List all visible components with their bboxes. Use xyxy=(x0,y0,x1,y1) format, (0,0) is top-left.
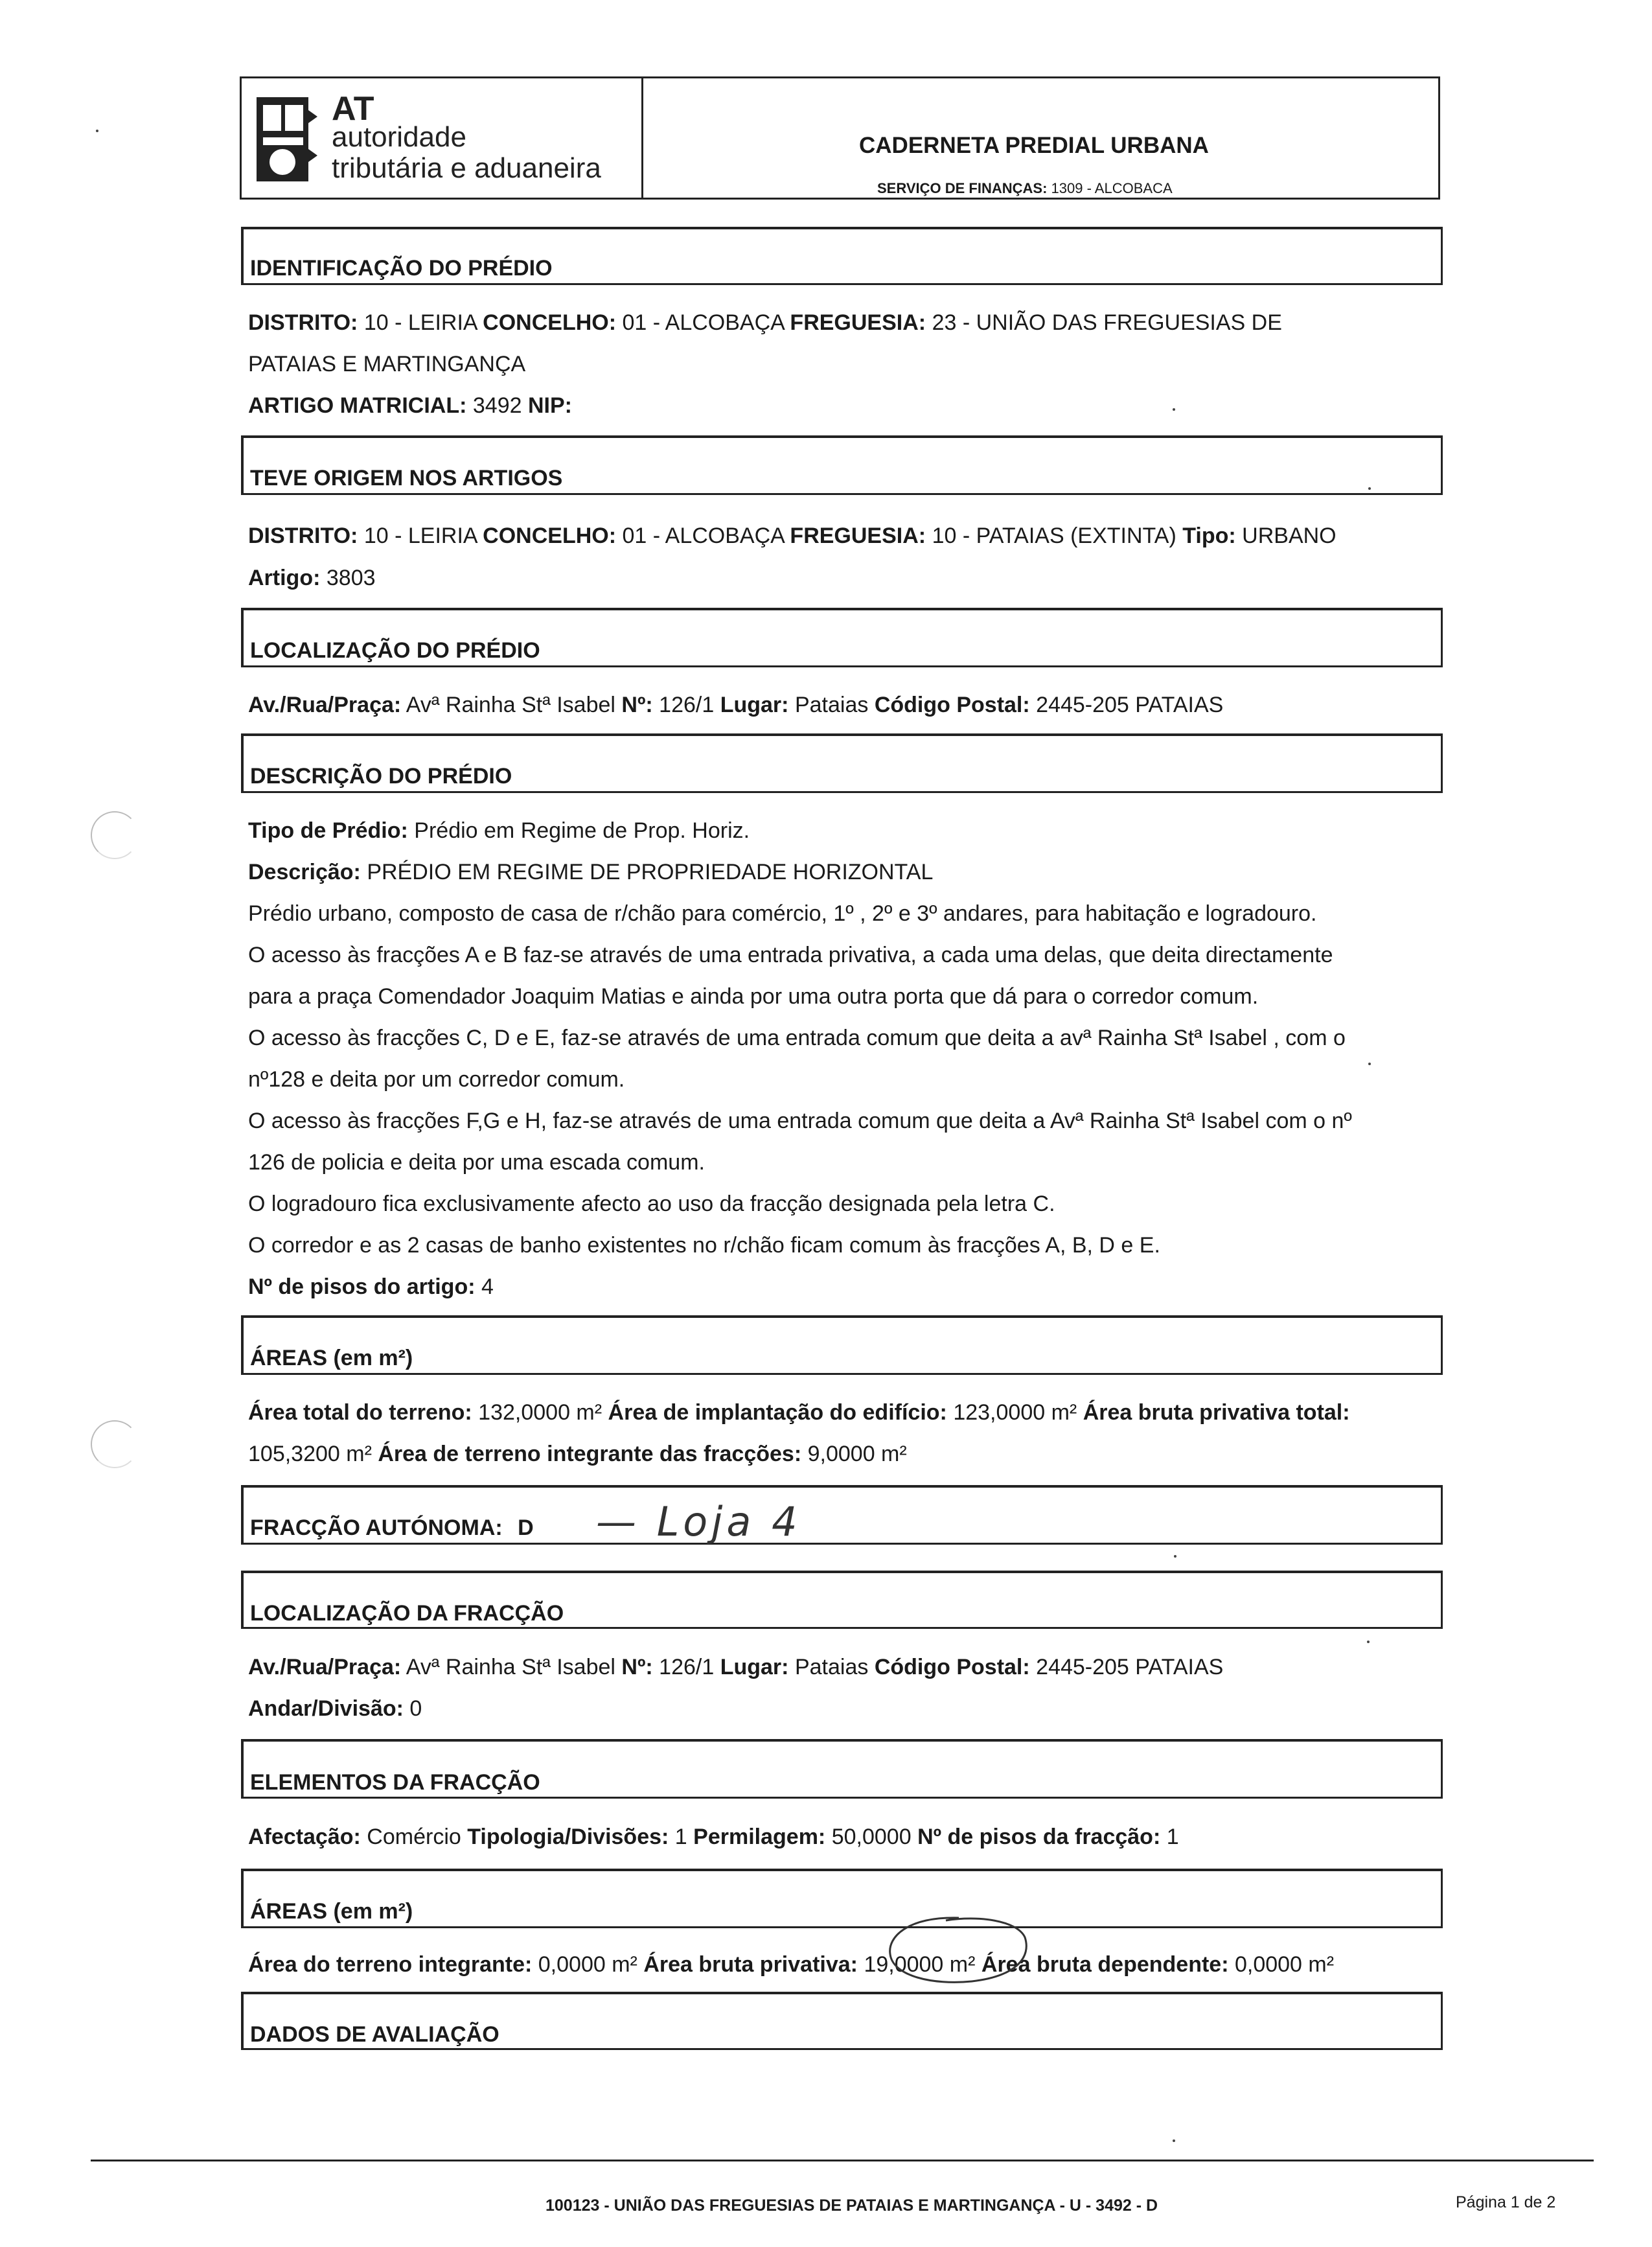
logo-autoridade: autoridade xyxy=(332,121,466,153)
value: 01 - ALCOBAÇA xyxy=(622,524,784,548)
identificacao-line-1 xyxy=(248,310,1282,336)
value: Prédio em Regime de Prop. Horiz. xyxy=(414,818,750,843)
descricao-pisos xyxy=(248,1274,494,1300)
punch-hole xyxy=(91,811,139,859)
section-fraccao xyxy=(241,1485,1443,1545)
label: Área total do terreno: xyxy=(248,1400,472,1425)
page-title: CADERNETA PREDIAL URBANA xyxy=(859,133,1209,158)
value: 10 - PATAIAS (EXTINTA) xyxy=(932,524,1176,548)
descricao-text-line: O corredor e as 2 casas de banho existentes no r/chão ficam comum às fracções A, B, D e E. xyxy=(248,1233,1160,1258)
loc-fraccao-line-1 xyxy=(248,1654,1223,1681)
loc-fraccao-line-2 xyxy=(248,1696,422,1722)
scan-speck xyxy=(1173,2139,1175,2142)
value: 3803 xyxy=(326,566,376,590)
elementos-line-1 xyxy=(248,1824,1179,1850)
descricao-desc xyxy=(248,859,933,886)
value: 01 - ALCOBAÇA xyxy=(622,310,784,335)
scan-speck xyxy=(1368,487,1371,490)
fraccao-heading: FRACÇÃO AUTÓNOMA: xyxy=(250,1515,503,1540)
value: 105,3200 m² xyxy=(248,1442,372,1466)
value: 9,0000 m² xyxy=(807,1442,907,1466)
label: CONCELHO: xyxy=(483,524,617,548)
value: Avª Rainha Stª Isabel xyxy=(406,1655,615,1679)
pen-circle-annotation-icon xyxy=(881,1911,1037,1989)
section-loc-fraccao: LOCALIZAÇÃO DA FRACÇÃO xyxy=(241,1571,1443,1629)
value: 2445-205 PATAIAS xyxy=(1036,1655,1224,1679)
label: Área bruta privativa: xyxy=(643,1952,858,1977)
label: Andar/Divisão: xyxy=(248,1696,404,1721)
label: Nº: xyxy=(621,1655,653,1679)
value: Comércio xyxy=(367,1825,461,1849)
label: Tipo: xyxy=(1182,524,1236,548)
value: 2445-205 PATAIAS xyxy=(1036,693,1224,717)
scan-speck xyxy=(1368,1063,1371,1065)
value: Pataias xyxy=(794,693,869,717)
descricao-text-line: 126 de policia e deita por uma escada comum. xyxy=(248,1150,705,1175)
scan-speck xyxy=(1174,1555,1176,1558)
service-value: 1309 - ALCOBACA xyxy=(1051,180,1173,196)
section-elementos: ELEMENTOS DA FRACÇÃO xyxy=(241,1739,1443,1799)
label: Artigo: xyxy=(248,566,321,590)
label: Código Postal: xyxy=(874,1655,1030,1679)
label: Descrição: xyxy=(248,860,361,884)
label: Afectação: xyxy=(248,1825,361,1849)
value: 123,0000 m² xyxy=(953,1400,1077,1425)
label: Nº de pisos do artigo: xyxy=(248,1274,476,1299)
value: PRÉDIO EM REGIME DE PROPRIEDADE HORIZONTAL xyxy=(367,860,934,884)
descricao-text-line: nº128 e deita por um corredor comum. xyxy=(248,1067,625,1092)
label: DISTRITO: xyxy=(248,524,358,548)
value: URBANO xyxy=(1242,524,1337,548)
value: 0,0000 m² xyxy=(538,1952,637,1977)
label: Área de implantação do edifício: xyxy=(608,1400,947,1425)
value: 126/1 xyxy=(659,1655,715,1679)
handwritten-loja-4: — Loja 4 xyxy=(596,1498,801,1545)
descricao-text-line: O acesso às fracções C, D e E, faz-se através de uma entrada comum que deita a avª Rainha Stª Isabel , com o xyxy=(248,1026,1346,1050)
label: Tipologia/Divisões: xyxy=(467,1825,669,1849)
areas-line-1 xyxy=(248,1400,1350,1426)
label: Av./Rua/Praça: xyxy=(248,693,402,717)
label: CONCELHO: xyxy=(483,310,617,335)
fraccao-letter: D xyxy=(518,1515,534,1540)
value: 23 - UNIÃO DAS FREGUESIAS DE xyxy=(932,310,1282,335)
label: Lugar: xyxy=(720,1655,789,1679)
descricao-tipo xyxy=(248,818,750,844)
service-label: SERVIÇO DE FINANÇAS: xyxy=(877,180,1048,196)
origem-line-1 xyxy=(248,523,1337,549)
label: Área do terreno integrante: xyxy=(248,1952,533,1977)
section-identificacao: IDENTIFICAÇÃO DO PRÉDIO xyxy=(241,227,1443,285)
descricao-text-line: O acesso às fracções A e B faz-se através de uma entrada privativa, a cada uma delas, que deita directamente xyxy=(248,943,1333,967)
at-shield-logo-icon xyxy=(254,91,319,188)
logo-tributaria: tributária e aduaneira xyxy=(332,152,601,184)
origem-line-2 xyxy=(248,565,376,592)
label: Código Postal: xyxy=(874,693,1030,717)
value: 0,0000 m² xyxy=(1234,1952,1335,1977)
label: FREGUESIA: xyxy=(790,524,926,548)
value: 132,0000 m² xyxy=(478,1400,602,1425)
scan-speck xyxy=(1367,1641,1370,1643)
descricao-text-line: Prédio urbano, composto de casa de r/chão para comércio, 1º , 2º e 3º andares, para habitação e logradouro. xyxy=(248,901,1317,926)
header-divider xyxy=(641,76,643,200)
value: Avª Rainha Stª Isabel xyxy=(406,693,615,717)
section-descricao: DESCRIÇÃO DO PRÉDIO xyxy=(241,733,1443,793)
label: Permilagem: xyxy=(693,1825,826,1849)
logo-at: AT xyxy=(332,90,374,128)
value: 10 - LEIRIA xyxy=(363,310,477,335)
value: 50,0000 xyxy=(831,1825,912,1849)
label: Nº: xyxy=(621,693,653,717)
value: 126/1 xyxy=(659,693,715,717)
label: Área de terreno integrante das fracções: xyxy=(378,1442,802,1466)
value: 3492 xyxy=(472,393,522,418)
identificacao-line-2: PATAIAS E MARTINGANÇA xyxy=(248,352,526,376)
label: ARTIGO MATRICIAL: xyxy=(248,393,467,418)
footer-code: 100123 - UNIÃO DAS FREGUESIAS DE PATAIAS E MARTINGANÇA - U - 3492 - D xyxy=(545,2196,1158,2215)
punch-hole xyxy=(91,1420,139,1468)
descricao-text-line: O acesso às fracções F,G e H, faz-se através de uma entrada comum que deita a Avª Rainha Stª Isabel com o nº xyxy=(248,1109,1352,1133)
value: 4 xyxy=(481,1274,494,1299)
section-origem: TEVE ORIGEM NOS ARTIGOS xyxy=(241,435,1443,495)
identificacao-line-3 xyxy=(248,393,572,419)
label: FREGUESIA: xyxy=(790,310,926,335)
areas-line-2 xyxy=(248,1441,907,1468)
section-areas-fraccao: ÁREAS (em m²) xyxy=(241,1869,1443,1928)
label: Av./Rua/Praça: xyxy=(248,1655,402,1679)
service-line xyxy=(877,180,1173,197)
section-avaliacao: DADOS DE AVALIAÇÃO xyxy=(241,1992,1443,2050)
label: Área bruta privativa total: xyxy=(1083,1400,1350,1425)
label: Área bruta dependente: xyxy=(981,1952,1229,1977)
scan-speck xyxy=(1173,408,1175,411)
label: Lugar: xyxy=(720,693,789,717)
value: 1 xyxy=(1166,1825,1179,1849)
value: 0 xyxy=(409,1696,422,1721)
scan-speck xyxy=(96,130,98,132)
page-number: Página 1 de 2 xyxy=(1456,2193,1556,2211)
label: Tipo de Prédio: xyxy=(248,818,408,843)
label: NIP: xyxy=(527,393,572,418)
value: 1 xyxy=(674,1825,687,1849)
handwritten-annotation xyxy=(596,1490,816,1555)
label: DISTRITO: xyxy=(248,310,358,335)
section-localizacao: LOCALIZAÇÃO DO PRÉDIO xyxy=(241,608,1443,667)
descricao-text-line: para a praça Comendador Joaquim Matias e ainda por uma outra porta que dá para o corredor comum. xyxy=(248,984,1259,1009)
value: Pataias xyxy=(794,1655,869,1679)
footer-rule xyxy=(91,2160,1594,2161)
areas-fraccao-line-1 xyxy=(248,1952,1334,1978)
value: 19,0000 m² xyxy=(864,1952,976,1977)
value: 10 - LEIRIA xyxy=(363,524,477,548)
label: Nº de pisos da fracção: xyxy=(917,1825,1161,1849)
localizacao-line-1 xyxy=(248,692,1223,719)
section-areas: ÁREAS (em m²) xyxy=(241,1315,1443,1375)
descricao-text-line: O logradouro fica exclusivamente afecto ao uso da fracção designada pela letra C. xyxy=(248,1192,1055,1216)
